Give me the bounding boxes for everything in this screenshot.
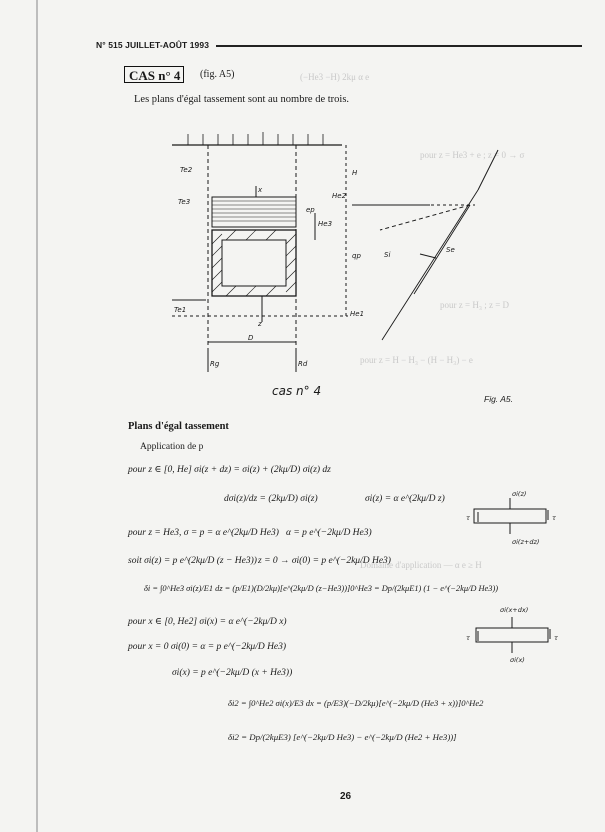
figure-handwritten-caption: cas n° 4: [272, 384, 322, 398]
equation-4b: z = 0 → σi(0) = p e^(−2kμ/D He3): [258, 556, 391, 566]
label-rg: Rg: [210, 360, 220, 368]
element2-tau-left: τ: [466, 634, 470, 642]
journal-header: N° 515 JUILLET-AOÛT 1993: [96, 40, 210, 50]
label-d: D: [248, 334, 254, 342]
label-se: Se: [446, 246, 455, 254]
label-he3: He3: [318, 220, 333, 228]
equation-3a: pour z = He3, σ = p = α e^(2kμ/D He3): [128, 528, 279, 538]
show-through-text: pour z = He3 + e ; z = 0 → σ: [420, 150, 525, 160]
label-te3: Te3: [178, 198, 191, 206]
label-he1: He1: [350, 310, 365, 318]
label-rd: Rd: [298, 360, 308, 368]
section-title: Plans d'égal tassement: [128, 421, 229, 432]
show-through-text: Domaine d'application — α e ≥ H: [360, 560, 482, 570]
element1-top-label: σi(z): [512, 490, 527, 498]
case-title-box: CAS n° 4: [124, 66, 184, 83]
label-te1: Te1: [174, 306, 187, 314]
equation-1: pour z ∈ [0, He] σi(z + dz) = σi(z) + (2kμ/D) σi(z) dz: [128, 465, 331, 475]
label-ep: ep: [306, 206, 315, 214]
label-te2: Te2: [180, 166, 193, 174]
label-qp: qp: [352, 252, 361, 260]
label-he2: He2: [332, 192, 347, 200]
equation-3b: α = p e^(−2kμ/D He3): [286, 528, 372, 538]
equation-8: σi(x) = p e^(−2kμ/D (x + He3)): [172, 668, 293, 678]
page-number: 26: [340, 791, 352, 802]
element1-tau-left: τ: [466, 514, 470, 522]
equation-5: δi = ∫0^He3 σi(z)/E1 dz = (p/E1)(D/2kμ)[e^(2kμ/D (z−He3))]0^He3 = Dp/(2kμE1) (1 − e^(−2kμ/D He3)): [144, 584, 499, 593]
figure-reference: (fig. A5): [200, 69, 235, 80]
equation-9: δi2 = ∫0^He2 σi(x)/E3 dx = (p/E3)(−D/2kμ)[e^(−2kμ/D (He3 + x))]0^He2: [228, 698, 484, 708]
element1-bottom-label: σi(z+dz): [512, 538, 540, 546]
equation-2b: σi(z) = α e^(2kμ/D z): [365, 494, 445, 504]
equation-4a: soit σi(z) = p e^(2kμ/D (z − He3)): [128, 556, 257, 566]
label-x: x: [258, 186, 263, 194]
label-h: H: [352, 169, 358, 177]
show-through-text: pour z = H₃ ; z = D: [440, 300, 510, 310]
show-through-text: pour z = H − H₃ − (H − H₃) − e: [360, 355, 473, 365]
element2-bottom-label: σi(x): [510, 656, 525, 664]
intro-text: Les plans d'égal tassement sont au nombre de trois.: [134, 94, 350, 105]
label-si: Si: [384, 251, 391, 259]
equation-7: pour x = 0 σi(0) = α = p e^(−2kμ/D He3): [128, 642, 287, 652]
equation-2a: dσi(z)/dz = (2kμ/D) σi(z): [224, 494, 318, 504]
equation-6: pour x ∈ [0, He2] σi(x) = α e^(−2kμ/D x): [128, 617, 287, 627]
label-z: z: [258, 320, 262, 328]
equation-10: δi2 = Dp/(2kμE3) [e^(−2kμ/D He3) − e^(−2kμ/D (He2 + He3))]: [228, 732, 457, 742]
show-through-text: (−He3 −H) 2kμ α e: [300, 72, 370, 82]
element2-tau-right: τ: [554, 634, 558, 642]
element1-tau-right: τ: [552, 514, 556, 522]
application-line: Application de p: [140, 442, 204, 452]
figure-label: Fig. A5.: [484, 394, 513, 404]
element2-top-label: σi(x+dx): [500, 606, 529, 614]
